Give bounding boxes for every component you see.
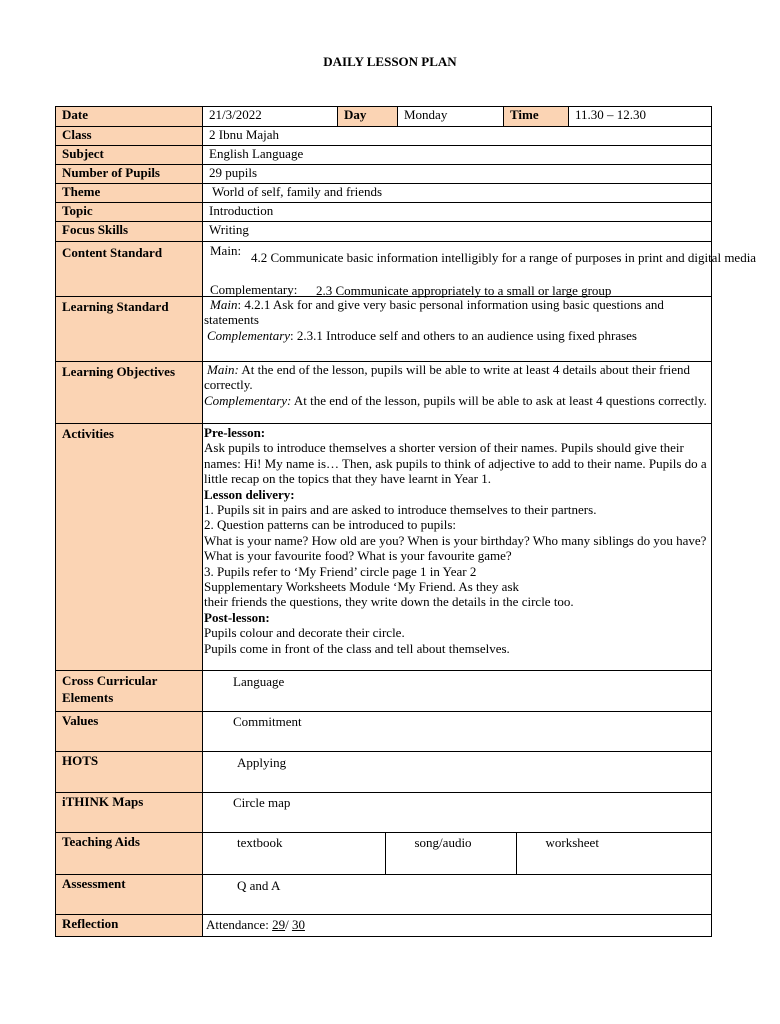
day-label: Day — [338, 107, 398, 127]
teaching-aid-3[interactable]: worksheet — [545, 835, 599, 850]
post-lesson-heading: Post-lesson: — [204, 609, 270, 625]
lesson-plan-table — [55, 106, 757, 937]
pupils-label: Number of Pupils — [56, 165, 203, 184]
ls-comp-label: Complementary — [207, 327, 291, 343]
row-teaching-aids — [56, 833, 712, 875]
assessment-label: Assessment — [56, 875, 203, 915]
page-title: DAILY LESSON PLAN — [323, 54, 457, 69]
theme-value[interactable]: World of self, family and friends — [212, 184, 383, 199]
row-focus — [56, 222, 712, 242]
attendance-total: 30 — [291, 917, 305, 932]
ithink-label: iTHINK Maps — [56, 793, 203, 833]
reflection-value[interactable] — [203, 915, 712, 937]
theme-label: Theme — [56, 184, 203, 203]
lo-main-label: Main: — [207, 362, 239, 377]
row-values — [56, 712, 712, 752]
delivery-step-1: 1. Pupils sit in pairs and are asked to introduce themselves to their partners. — [204, 502, 597, 518]
date-label: Date — [56, 107, 203, 127]
attendance-separator: / — [285, 917, 292, 932]
content-comp-text: 2.3 Communicate appropriately to a small or large group — [316, 283, 612, 298]
teaching-aids-grid — [203, 833, 711, 874]
activities-label: Activities — [56, 424, 203, 671]
row-assessment — [56, 875, 712, 915]
content-main-text: 4.2 Communicate basic information intelligibly for a range of purposes in print and digital media — [251, 250, 757, 265]
row-learning-standard — [56, 297, 712, 362]
post-lesson-line-1: Pupils colour and decorate their circle. — [204, 625, 405, 641]
ls-comp-text: : 2.3.1 Introduce self and others to an audience using fixed phrases — [290, 327, 637, 343]
focus-value[interactable]: Writing — [203, 222, 712, 242]
content-standard-label: Content Standard — [56, 242, 203, 297]
delivery-heading: Lesson delivery: — [204, 486, 295, 502]
hots-label: HOTS — [56, 752, 203, 793]
topic-value[interactable]: Introduction — [203, 203, 712, 222]
topic-label: Topic — [56, 203, 203, 222]
row-activities — [56, 424, 712, 671]
delivery-step-3-line2: Supplementary Worksheets Module ‘My Friend. As they ask — [204, 579, 520, 595]
row-topic — [56, 203, 712, 222]
lo-main-text: At the end of the lesson, pupils will be able to write at least 4 details about their friend correctly. — [204, 362, 691, 393]
values-value[interactable]: Commitment — [203, 712, 712, 752]
date-value[interactable]: 21/3/2022 — [203, 107, 338, 127]
row-class — [56, 127, 712, 146]
class-label: Class — [56, 127, 203, 146]
row-cross-curricular — [56, 671, 712, 712]
teaching-aid-2[interactable]: song/audio — [385, 833, 516, 874]
row-subject — [56, 146, 712, 165]
time-value[interactable]: 11.30 – 12.30 — [569, 107, 712, 127]
cross-curricular-value[interactable]: Language — [203, 671, 712, 712]
content-main-label: Main: — [210, 243, 242, 258]
learning-standard-label: Learning Standard — [56, 297, 203, 362]
hots-value[interactable]: Applying — [237, 755, 287, 770]
delivery-step-3-line3: their friends the questions, they write down the details in the circle too. — [204, 594, 574, 610]
focus-label: Focus Skills — [56, 222, 203, 242]
attendance-present: 29 — [272, 917, 286, 932]
lo-comp-label: Complementary: — [204, 392, 292, 408]
pre-lesson-heading: Pre-lesson: — [204, 425, 266, 440]
row-date — [56, 107, 712, 127]
teaching-aids-label: Teaching Aids — [56, 833, 203, 875]
ls-main-label: Main — [210, 297, 238, 312]
assessment-value[interactable]: Q and A — [237, 878, 281, 893]
ls-main-text: : 4.2.1 Ask for and give very basic personal information using basic questions and statements — [204, 297, 664, 328]
day-value[interactable]: Monday — [398, 107, 504, 127]
ithink-value[interactable]: Circle map — [203, 793, 712, 833]
subject-value[interactable]: English Language — [203, 146, 712, 165]
row-learning-objectives — [56, 362, 712, 424]
cross-label-line1: Cross Curricular — [62, 673, 158, 688]
class-value[interactable]: 2 Ibnu Majah — [203, 127, 712, 146]
content-comp-label: Complementary: — [210, 282, 298, 297]
row-reflection — [56, 915, 712, 937]
row-content-standard — [56, 242, 712, 297]
reflection-label: Reflection — [56, 915, 203, 937]
delivery-step-2-questions: What is your name? How old are you? When is your birthday? Who many siblings do you have? What is your favourite food? What is your favourite game? — [204, 532, 707, 564]
cross-label-line2: Elements — [62, 690, 114, 705]
delivery-step-2: 2. Question patterns can be introduced to pupils: — [204, 517, 457, 533]
attendance-label: Attendance: — [206, 917, 273, 932]
lo-comp-text: At the end of the lesson, pupils will be able to ask at least 4 questions correctly. — [291, 392, 707, 408]
row-ithink — [56, 793, 712, 833]
subject-label: Subject — [56, 146, 203, 165]
pupils-value[interactable]: 29 pupils — [203, 165, 712, 184]
learning-objectives-label: Learning Objectives — [56, 362, 203, 424]
row-hots — [56, 752, 712, 793]
values-label: Values — [56, 712, 203, 752]
post-lesson-line-2: Pupils come in front of the class and tell about themselves. — [204, 640, 510, 656]
teaching-aid-1[interactable]: textbook — [237, 835, 283, 850]
row-theme — [56, 184, 712, 203]
delivery-step-3: 3. Pupils refer to ‘My Friend’ circle page 1 in Year 2 — [204, 563, 477, 579]
row-pupils — [56, 165, 712, 184]
pre-lesson-text: Ask pupils to introduce themselves a shorter version of their names. Pupils should give their names: Hi! My name is… Then, ask pupils to think of adjective to add to their name. Pupils do a little recap on the topics that they have learnt in Year 1. — [204, 440, 707, 487]
time-label: Time — [504, 107, 569, 127]
